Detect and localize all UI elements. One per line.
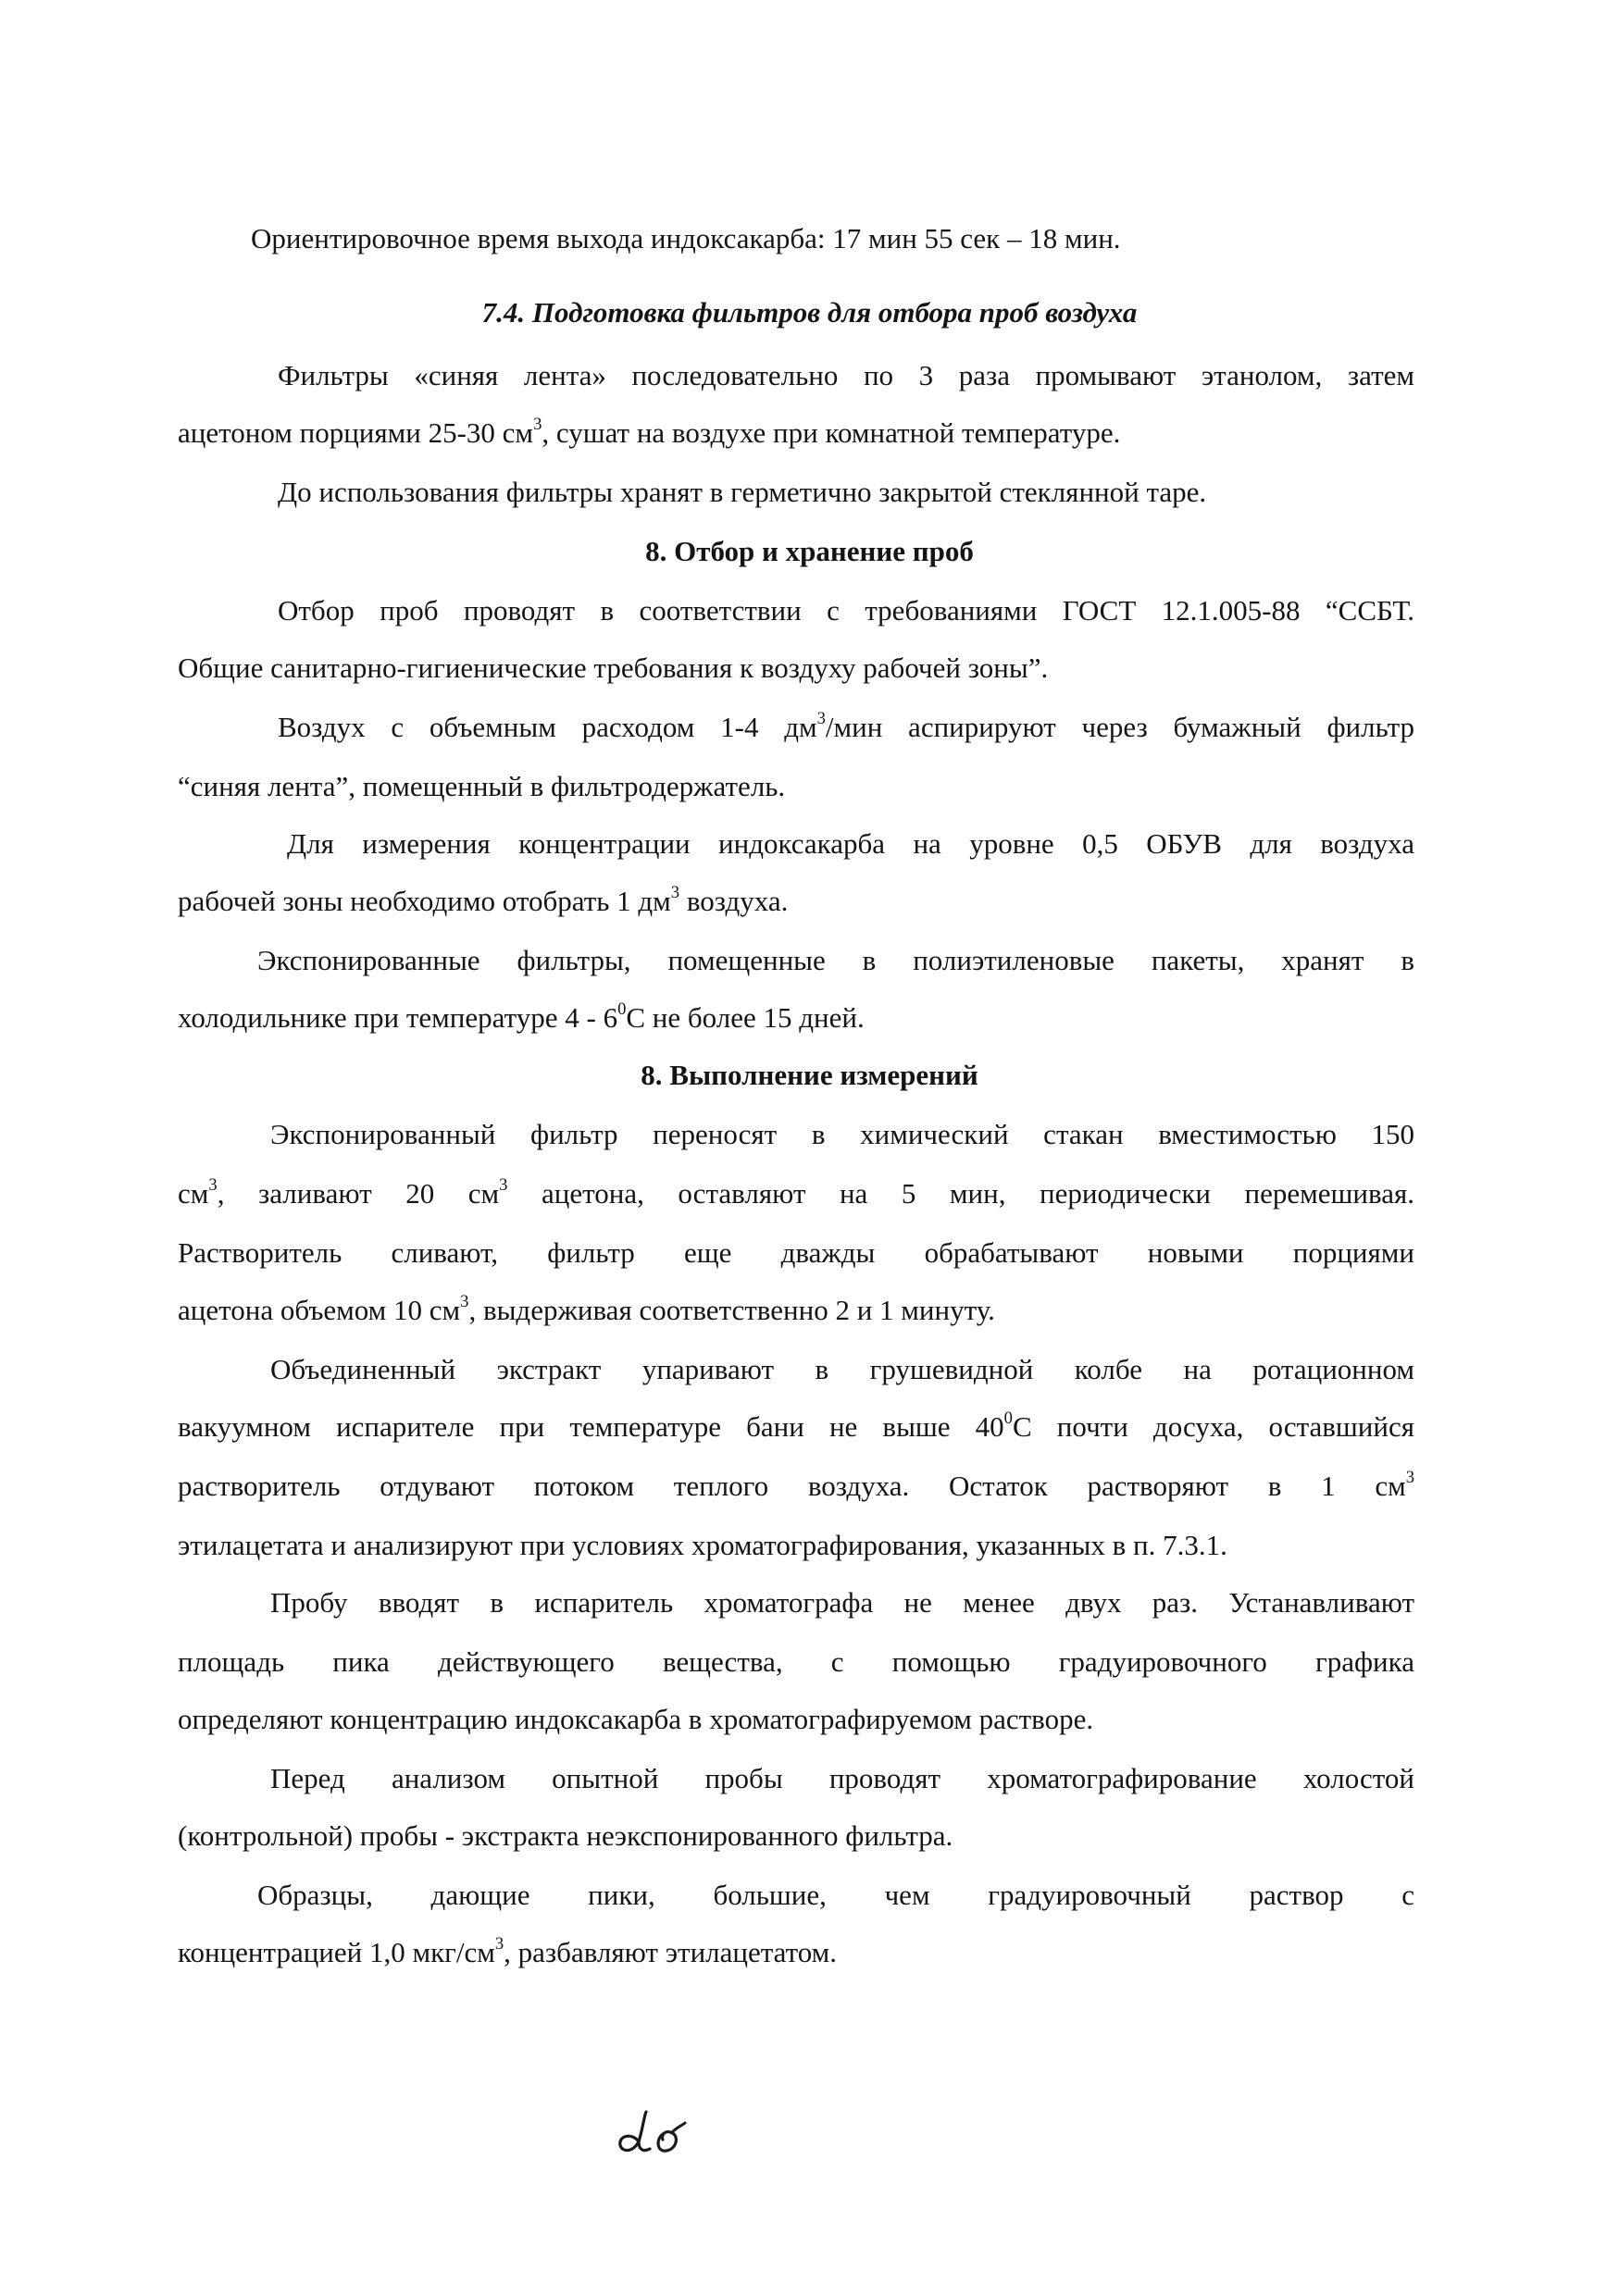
text-line: определяют концентрацию индоксакарба в хроматографируемом растворе. bbox=[178, 1703, 1094, 1735]
text-line: Фильтры «синяя лента» последовательно по 3 раза промывают этанолом, затем bbox=[278, 359, 1414, 391]
text-line: растворитель отдувают потоком теплого воздуха. Остаток растворяют в 1 $см^3$ bbox=[178, 1467, 1414, 1502]
text-line: (контрольной) пробы - экстракта неэкспонированного фильтра. bbox=[178, 1819, 953, 1852]
text-line: Пробу вводят в испаритель хроматографа не менее двух раз. Устанавливают bbox=[270, 1586, 1414, 1619]
text-line: “синяя лента”, помещенный в фильтродержатель. bbox=[178, 770, 786, 802]
text-line: Общие санитарно-гигиенические требования к воздуху рабочей зоны”. bbox=[178, 652, 1049, 684]
text-line: Растворитель сливают, фильтр еще дважды обрабатывают новыми порциями bbox=[178, 1236, 1414, 1269]
text-line: этилацетата и анализируют при условиях хроматографирования, указанных в п. 7.3.1. bbox=[178, 1529, 1227, 1561]
text-line: Ориентировочное время выхода индоксакарба: 17 мин 55 сек – 18 мин. bbox=[251, 222, 1121, 254]
text-line: Воздух с объемным расходом 1-4 $дм^3$/мин аспирируют через бумажный фильтр bbox=[278, 708, 1415, 743]
text-line: вакуумном испарителе при температуре бани не выше $40^0С$ почти досуха, оставшийся bbox=[178, 1408, 1414, 1443]
text-line: Экспонированные фильтры, помещенные в полиэтиленовые пакеты, хранят в bbox=[257, 944, 1414, 976]
text-line: До использования фильтры хранят в герметично закрытой стеклянной таре. bbox=[278, 476, 1207, 508]
text-line: ацетоном порциями 25-30 $см^3$, сушат на воздухе при комнатной температуре. bbox=[178, 414, 1121, 449]
text-line: Перед анализом опытной пробы проводят хроматографирование холостой bbox=[270, 1762, 1414, 1794]
text-line: рабочей зоны необходимо отобрать 1 $дм^3$ воздуха. bbox=[178, 882, 789, 917]
section-heading-8-measurements: 8. Выполнение измерений bbox=[641, 1059, 978, 1091]
handwritten-page-number bbox=[611, 2104, 704, 2160]
text-line: Объединенный экстракт упаривают в грушевидной колбе на ротационном bbox=[270, 1353, 1414, 1385]
text-line: Образцы, дающие пики, большие, чем градуировочный раствор с bbox=[257, 1879, 1414, 1911]
section-heading-7-4: 7.4. Подготовка фильтров для отбора проб воздуха bbox=[481, 296, 1138, 329]
text-line: $см^3$, заливают 20 $см^3$ ацетона, оставляют на 5 мин, периодически перемешивая. bbox=[178, 1174, 1414, 1210]
text-line: Экспонированный фильтр переносят в химический стакан вместимостью 150 bbox=[270, 1118, 1414, 1150]
text-line: Для измерения концентрации индоксакарба на уровне 0,5 ОБУВ для воздуха bbox=[287, 827, 1414, 860]
text-line: площадь пика действующего вещества, с помощью градуировочного графика bbox=[178, 1645, 1414, 1678]
text-line: Отбор проб проводят в соответствии с требованиями ГОСТ 12.1.005-88 “ССБТ. bbox=[278, 594, 1414, 627]
section-heading-8-sampling: 8. Отбор и хранение проб bbox=[645, 535, 974, 567]
text-line: ацетона объемом 10 $см^3$, выдерживая соответственно 2 и 1 минуту. bbox=[178, 1291, 995, 1326]
text-line: холодильнике при температуре $4 - 6^0С$ не более 15 дней. bbox=[178, 999, 865, 1034]
text-line: концентрацией 1,0 мкг/$см^3$, разбавляют этилацетатом. bbox=[178, 1933, 838, 1968]
